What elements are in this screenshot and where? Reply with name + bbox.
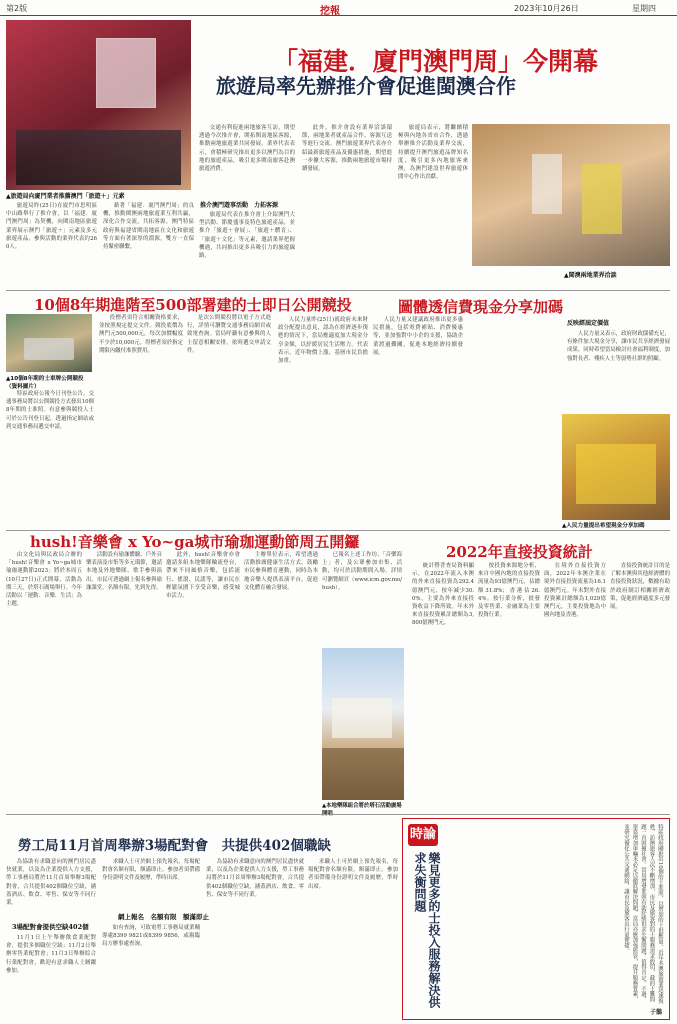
labour-col-2: 求職人士可於網上預先報名，每場配對會名額有限，額滿即止。參加者須帶備身份證明文件及履歷，準時出席。 — [102, 859, 200, 882]
lead-photo2-caption: ▲閩澳兩地業界洽談 — [564, 272, 617, 279]
lead-col-5: 此外，推介會設有業界洽談環節，兩地業者就產品合作、客源互送等進行交流。澳門旅遊業界代表亦介紹最新旅遊產品及優惠措施，期望進一步擴大客源，推動兩地旅遊市場持續發展。 — [302, 125, 392, 173]
labour-subhead-1: 3場配對會提供空缺402個 — [12, 923, 89, 931]
commentary-body: 特區政府剛批出10個的士准照，以增加的士供應量。近年本澳旅遊業迅速復甦，訪澳旅客人次不斷增加，市民及旅客對的士服務需求殷切，截的士難問題一直困擾社會。當局增發准照有助紓緩供求失衡問題，值得肯定。不過，單靠增加車輛未必足以徹底解決問題，當局亦應加強監管，提升服務質素，並研究優化公共交通網絡，讓市民及旅客出行更便捷。 — [623, 824, 663, 1004]
divider — [6, 814, 670, 815]
lead-subhead: 推介澳門遊事活動 力拓客源 — [200, 202, 279, 209]
lead-photo-presentation — [6, 20, 191, 190]
labour-col-2b: 如有查詢，可致電勞工事務局就業輔導處8399 9821或8399 9856，或親臨局方辦事處查詢。 — [102, 925, 200, 948]
taxi-photo-caption: ▲10個8年期的士車牌公開競投（資料圖片） — [6, 376, 84, 390]
taxi-headline: 10個8年期進階至500部署建的士即日公開競投 — [34, 296, 352, 314]
taxi-col-3: 是次公開競投將以電子方式進行，詳情可瀏覽交通事務局網頁或致電查詢。當局呼籲有意參與的人士留意相關安排，依時遞交申請文件。 — [187, 315, 271, 354]
labour-col-1: 為協助有求職意向的澳門居民盡快就業，以及為企業提供人力支援，勞工事務局將於11月首周舉辦3場配對會，合共提供402個職位空缺，涵蓋酒店、飲食、零售、保安等不同行業。 — [6, 859, 96, 907]
stats-col-3: 在境外直接投資方面，2022年本澳企業在境外直接投資流量為16.1億澳門元。年末對外直接投資累計總額為1,029億澳門元，主要投資地為中國內地及香港。 — [544, 563, 606, 619]
labour-col-1b: 11月1日上午舉辦飲食業配對會，提供多個職位空缺；11月2日舉辦零售業配對會；11月3日舉辦綜合行業配對會，歡迎有意求職人士踴躍參加。 — [6, 935, 96, 974]
taxi-col-1: 特區政府公報今日刊登公告，交通事務局將以公開競投方式發出10個8年期的士准照。有意參與競投人士可於公告刊登日起，透過指定網站或到交通事務局遞交申請。 — [6, 391, 94, 430]
issue-date: 2023年10月26日 — [514, 4, 579, 13]
lead-headline-main: 「福建．廈門澳門周」今開幕 — [273, 47, 599, 76]
share-col-1: 人民力量昨(25日)就政府未來財政分配提出意見，認為在經濟逐步復甦的情況下，當局應適度加大現金分享金額，以紓緩居民生活壓力。代表表示，近年物價上漲，基層市民負擔加重。 — [278, 317, 368, 365]
lead-col-3: 交通有利促進兩地旅客互訪，期望透過今次推介會，開拓閩南地區客源，推動兩地旅遊業共同發展。業界代表表示，會積極研究推出更多以澳門為目的地的旅遊產品，吸引更多閩南旅客赴澳旅遊消費。 — [199, 125, 295, 173]
page-label: 第2版 — [6, 4, 28, 13]
music-col-1: 由文化局與民政局合辦的「hush!音樂會 x Yo~ga城市瑜珈運動節2023」將於本周五(10月27日)正式開幕，活動為期三天，於塔石廣場舉行。今年活動以「運動．音樂．生活」為主題。 — [6, 552, 82, 608]
lead-headline-sub: 旅遊局率先辦推介會促進閩澳合作 — [216, 74, 516, 98]
newspaper-logo: 挖報 — [320, 6, 340, 17]
commentary-title: 樂見更多的士投入服務解決供求失衡問題 — [413, 852, 441, 1008]
taxi-photo — [6, 314, 92, 372]
share-photo — [562, 414, 670, 520]
lead-photo-discussion — [472, 124, 670, 266]
music-photo — [322, 648, 404, 800]
labour-col-3: 為協助有求職意向的澳門居民盡快就業，以及為企業提供人力支援，勞工事務局將於11月首周舉辦3場配對會，合共提供402個職位空缺，涵蓋酒店、飲食、零售、保安等不同行業。 — [206, 859, 304, 898]
labour-col-4: 求職人士可於網上預先報名，每場配對會名額有限，額滿即止。參加者須帶備身份證明文件及履歷，準時出席。 — [308, 859, 398, 890]
share-headline: 圖體透信費現金分享加碼 — [398, 298, 564, 316]
share-col-3: 人民力量又表示，政府財政儲備充足，有條件加大現金分享，讓市民共享經濟發展成果。同時希望當局檢討社會福利制度，加強對長者、殘疾人士等弱勢社群的照顧。 — [567, 331, 670, 362]
commentary-signature: 子鵝 — [650, 1009, 663, 1016]
labour-subhead-2: 網上報名 名額有限 額滿即止 — [118, 913, 209, 921]
taxi-col-2: 投標者須符合相關資格要求，並按照規定提交文件。競投底價為澳門元500,000元，每次加價幅度不少於10,000元。得標者須於指定期限內繳付准照費用。 — [99, 315, 183, 354]
music-col-4: 主辦單位表示，希望透過活動推廣健康生活方式，鼓勵市民參與體育運動，同時為本地音樂人提供表演平台，促進文化體育融合發展。 — [244, 552, 318, 591]
stats-col-2: 按投資來源地分析，來自中國內地的直接投資流量為93億澳門元，佔總額31.8%；香港佔26.4%。按行業分析，批發及零售業、金融業為主要投資行業。 — [478, 563, 540, 619]
stats-headline: 2022年直接投資統計 — [446, 543, 593, 561]
divider — [6, 290, 670, 291]
music-col-3: 此外，hush!音樂會亦會邀請多組本地樂隊輪流登台，帶來不同風格音樂，包括流行、搖滾、民謠等，讓市民在輕鬆氛圍下享受音樂，感受城市活力。 — [166, 552, 240, 600]
share-photo-caption: ▲人民力量提出希望現金分享加碼 — [562, 523, 645, 529]
commentary-badge: 時論 — [408, 824, 438, 846]
lead-col-6: 旅遊局表示，將繼續積極與內地各省市合作，透過舉辦推介活動及業界交流，持續提升澳門旅遊品牌知名度，吸引更多內地旅客來澳，為澳門建設世界旅遊休閒中心作出貢獻。 — [398, 125, 468, 181]
labour-headline: 勞工局11月首周舉辦3場配對會 共提供402個職缺 — [18, 838, 331, 854]
music-photo-caption: ▲本地樂隊組合將於塔石活動廣場開唱 — [322, 803, 402, 817]
lead-col-2: 藉著「福建．廈門澳門周」的良機，推動閩澳兩地旅遊業互利共贏，深化合作交流，共拓客源。澳門特區政府與福建省閩南地區在文化和旅遊等方面有著深厚的淵源，雙方一直保持緊密聯繫。 — [103, 203, 194, 251]
stats-col-1: 統計暨普查局資料顯示，在2022年流入本澳的外來直接投資為292.4億澳門元，按年減少30.0%，主要為外來直接投資收益下降所致。年末外來直接投資累計總額為3,800億澳門元。 — [412, 563, 474, 627]
lead-col-1: 旅遊局昨(25日)在廈門市思明區中山路舉行了推介會，以「福建．廈門澳門周」為契機，向閩南地區旅遊業界展示澳門「旅遊＋」元素及多元旅遊產品，參與活動的業界代表約260人。 — [6, 203, 97, 251]
music-col-5: 已報名上述工作坊、「音樂海上」者，及公眾參加市集、活動，均可於活動期間入場，詳情可瀏覽網頁（www.icm.gov.mo/hush）。 — [322, 552, 402, 591]
lead-col-4: 旅遊局代表在推介會上介紹澳門大型活動、節慶盛事及特色旅遊產品，並推介「旅遊＋會展」、「旅遊＋體育」、「旅遊＋文化」等元素，邀請業界把握機遇，共同推出更多具吸引力的旅遊線路。 — [199, 212, 295, 260]
music-headline: hush!音樂會 x Yo~ga城市瑜珈運動節周五開鑼 — [30, 533, 360, 551]
page-header — [0, 0, 677, 16]
issue-weekday: 星期四 — [632, 4, 656, 13]
share-subhead: 反映經屆定價值 — [567, 320, 610, 327]
lead-photo-caption: ▲旅遊局向廈門業者推薦澳門「旅遊＋」元素 — [6, 193, 125, 200]
stats-col-4: 直接投資統計目的是了解本澳與其他經濟體的直接投資狀況，數據有助於政府制訂相關經濟政策，促進經濟適度多元發展。 — [610, 563, 670, 611]
music-col-2: 活動設有瑜珈體驗、戶外音樂表演及市集等多元環節，邀請本地及外地樂隊、歌手參與演出。市民可透過網上報名參與瑜珈課堂，名額有限，先到先得。 — [86, 552, 162, 591]
share-col-2: 人民力量又建議政府推出更多惠民措施，包括電費補貼、消費優惠等，並加強對中小企的支援，協助企業渡過難關，促進本地經濟持續發展。 — [373, 317, 463, 356]
